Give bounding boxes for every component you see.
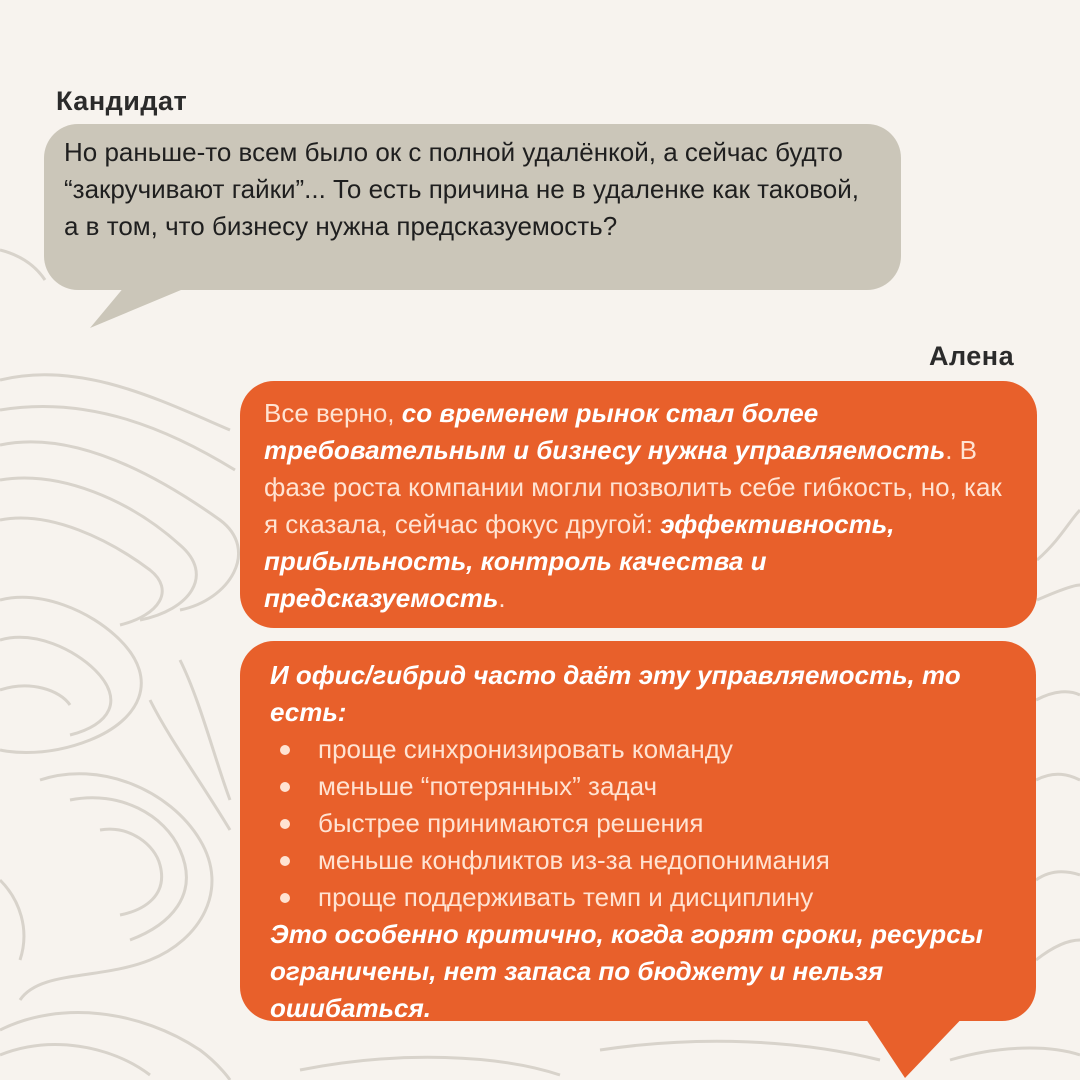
msg2-intro: И офис/гибрид часто даёт эту управляемость, то есть: [270, 660, 961, 727]
list-item: быстрее принимаются решения [280, 805, 1012, 842]
alena-name: Алена [929, 341, 1015, 371]
list-item: меньше конфликтов из-за недопонимания [280, 842, 1012, 879]
msg1-lead: Все верно, [264, 398, 402, 428]
candidate-message-bubble [44, 124, 901, 290]
list-item: проще поддерживать темп и дисциплину [280, 879, 1012, 916]
alena-message-bubble-1 [240, 381, 1037, 628]
list-item: проще синхронизировать команду [280, 731, 1012, 768]
candidate-name: Кандидат [56, 86, 188, 116]
msg1-middle: . В фазе роста компании могли позволить себе гибкость, но, как я сказала, сейчас фокус другой: [264, 435, 1002, 539]
msg2-outro: Это особенно критично, когда горят сроки, ресурсы ограничены, нет запаса по бюджету и нельзя ошибаться. [270, 919, 983, 1023]
msg1-end: . [498, 583, 506, 613]
msg1-emphasis-1: со временем рынок стал более требовательным и бизнесу нужна управляемость [264, 398, 946, 465]
alena-message-bubble-2 [240, 641, 1036, 1021]
benefits-list [270, 731, 1012, 916]
candidate-message-text: Но раньше-то всем было ок с полной удалёнкой, а сейчас будто “закручивают гайки”... То есть причина не в удаленке как таковой, а в том, что бизнесу нужна предсказуемость? [64, 137, 860, 241]
list-item: меньше “потерянных” задач [280, 768, 1012, 805]
msg1-emphasis-2: эффективность, прибыльность, контроль качества и предсказуемость [264, 509, 895, 613]
